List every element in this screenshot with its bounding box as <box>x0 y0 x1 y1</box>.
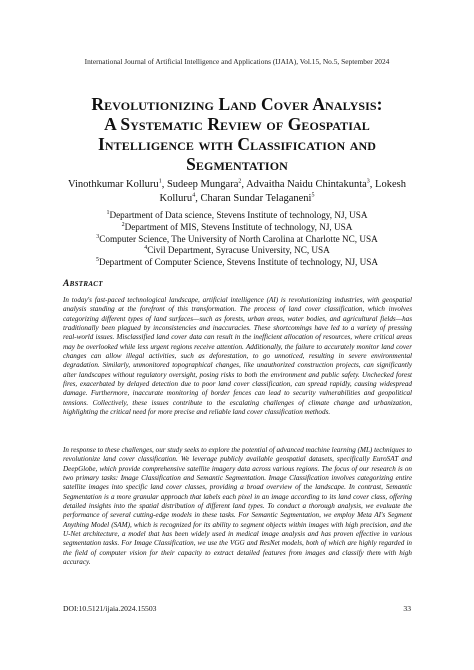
affil-marker: 3 <box>96 233 100 240</box>
affil-marker: 1 <box>106 209 110 216</box>
author-name: Lokesh <box>375 179 406 190</box>
affil-marker: 4 <box>144 245 148 252</box>
abstract-paragraph: In response to these challenges, our study seeks to explore the potential of advanced machine learning (ML) techniques to revolutionize land cover classification. We leverage publicly available geospatial datasets, specifically EuroSAT and DeepGlobe, which provide comprehensive satellite imagery data across various regions. The focus of our research is on two primary tasks: Image Classification and Semantic Segmentation. Image Classification involves categorizing entire satellite images into specific land cover classes, providing a broad overview of the landscape. In contrast, Semantic Segmentation is a more granular approach that labels each pixel in an image according to its land cover class, offering detailed insights into the spatial distribution of different land types. To conduct a thorough analysis, we evaluate the performance of several cutting-edge models in these tasks. For Semantic Segmentation, we employ Meta AI's Segment Anything Model (SAM), which is recognized for its ability to segment objects within images with high precision, and the U-Net architecture, a model that has been widely used in medical image analysis and has proven effective in various segmentation tasks. For Image Classification, we use the VGG and ResNet models, both of which are highly regarded in the field of computer vision for their capacity to extract detailed features from images and classify them with high accuracy. <box>63 446 412 567</box>
affiliation-list <box>30 210 444 269</box>
affiliation-text: Department of MIS, Stevens Institute of technology, NJ, USA <box>124 221 353 232</box>
affiliation-text: Department of Data science, Stevens Institute of technology, NJ, USA <box>109 210 368 220</box>
affiliation <box>30 257 444 269</box>
author-name: Sudeep Mungara <box>166 179 239 190</box>
author-affil-marker: 2 <box>238 178 242 185</box>
affiliation-text: Department of Computer Science, Stevens Institute of technology, NJ, USA <box>98 257 379 268</box>
paper-title <box>40 94 434 174</box>
abstract-paragraph: In today's fast-paced technological landscape, artificial intelligence (AI) is revolutionizing industries, with geospatial analysis standing at the forefront of this transformation. The process of land cover classification, which involves categorizing different types of land surfaces—such as forests, urban areas, water bodies, and agricultural fields—has traditionally been plagued by inconsistencies and inaccuracies. These shortcomings have led to a variety of pressing real-world issues. Misclassified land cover data can result in the inefficient allocation of resources, where critical areas may be overlooked while less urgent regions receive attention. Additionally, the failure to accurately monitor land cover changes can allow illegal activities, such as deforestation, to go unnoticed, resulting in severe environmental degradation. Similarly, unmonitored topographical changes, like unauthorized construction projects, can significantly alter landscapes without regulatory oversight, posing risks to both the environment and public safety. Unchecked forest fires, exacerbated by delayed detection due to poor land cover classification, can spread rapidly, causing widespread damage. Furthermore, inaccurate monitoring of border fences can lead to security vulnerabilities and geopolitical tensions. Collectively, these issues contribute to the escalating challenges of climate change and urbanization, highlighting the critical need for more precise and reliable land cover classification methods. <box>63 296 412 417</box>
affiliation-text: Computer Science, The University of North Carolina at Charlotte NC, USA <box>99 233 378 244</box>
affiliation <box>30 234 444 246</box>
author-affil-marker: 3 <box>366 178 370 185</box>
author-affil-marker: 4 <box>192 192 196 198</box>
author-name: Vinothkumar Kolluru <box>68 179 159 190</box>
title-line: Intelligence with Classification and <box>97 134 376 154</box>
title-line: A Systematic Review of Geospatial <box>104 114 370 134</box>
page-number: 33 <box>403 604 411 613</box>
affiliation <box>30 210 444 222</box>
author-list <box>50 178 424 205</box>
title-line: Revolutionizing Land Cover Analysis: <box>91 94 383 114</box>
title-line: Segmentation <box>186 154 288 174</box>
affiliation <box>30 245 444 257</box>
author-name: Advaitha Naidu Chintakunta <box>246 179 367 190</box>
author-affil-marker: 1 <box>158 178 162 185</box>
affiliation-text: Civil Department, Syracuse University, NC, USA <box>147 245 330 256</box>
author-name: Charan Sundar Telaganeni <box>200 192 312 204</box>
author-name: Kolluru <box>159 192 193 204</box>
journal-header: International Journal of Artificial Intelligence and Applications (IJAIA), Vol.15, No.5, September 2024 <box>84 57 390 66</box>
affiliation <box>30 222 444 234</box>
abstract-heading: Abstract <box>63 279 103 289</box>
affil-marker: 2 <box>121 221 125 228</box>
author-affil-marker: 5 <box>311 192 315 198</box>
author-line: Vinothkumar Kolluru$^1$, Sudeep Mungara$^2$, Advaitha Naidu Chintakunta$^3$, Lokesh <box>68 178 406 190</box>
affil-marker: 5 <box>95 257 99 264</box>
author-line: Kolluru$^4$, Charan Sundar Telaganeni$^5$ <box>159 192 315 204</box>
doi-text: DOI:10.5121/ijaia.2024.15503 <box>63 604 157 613</box>
